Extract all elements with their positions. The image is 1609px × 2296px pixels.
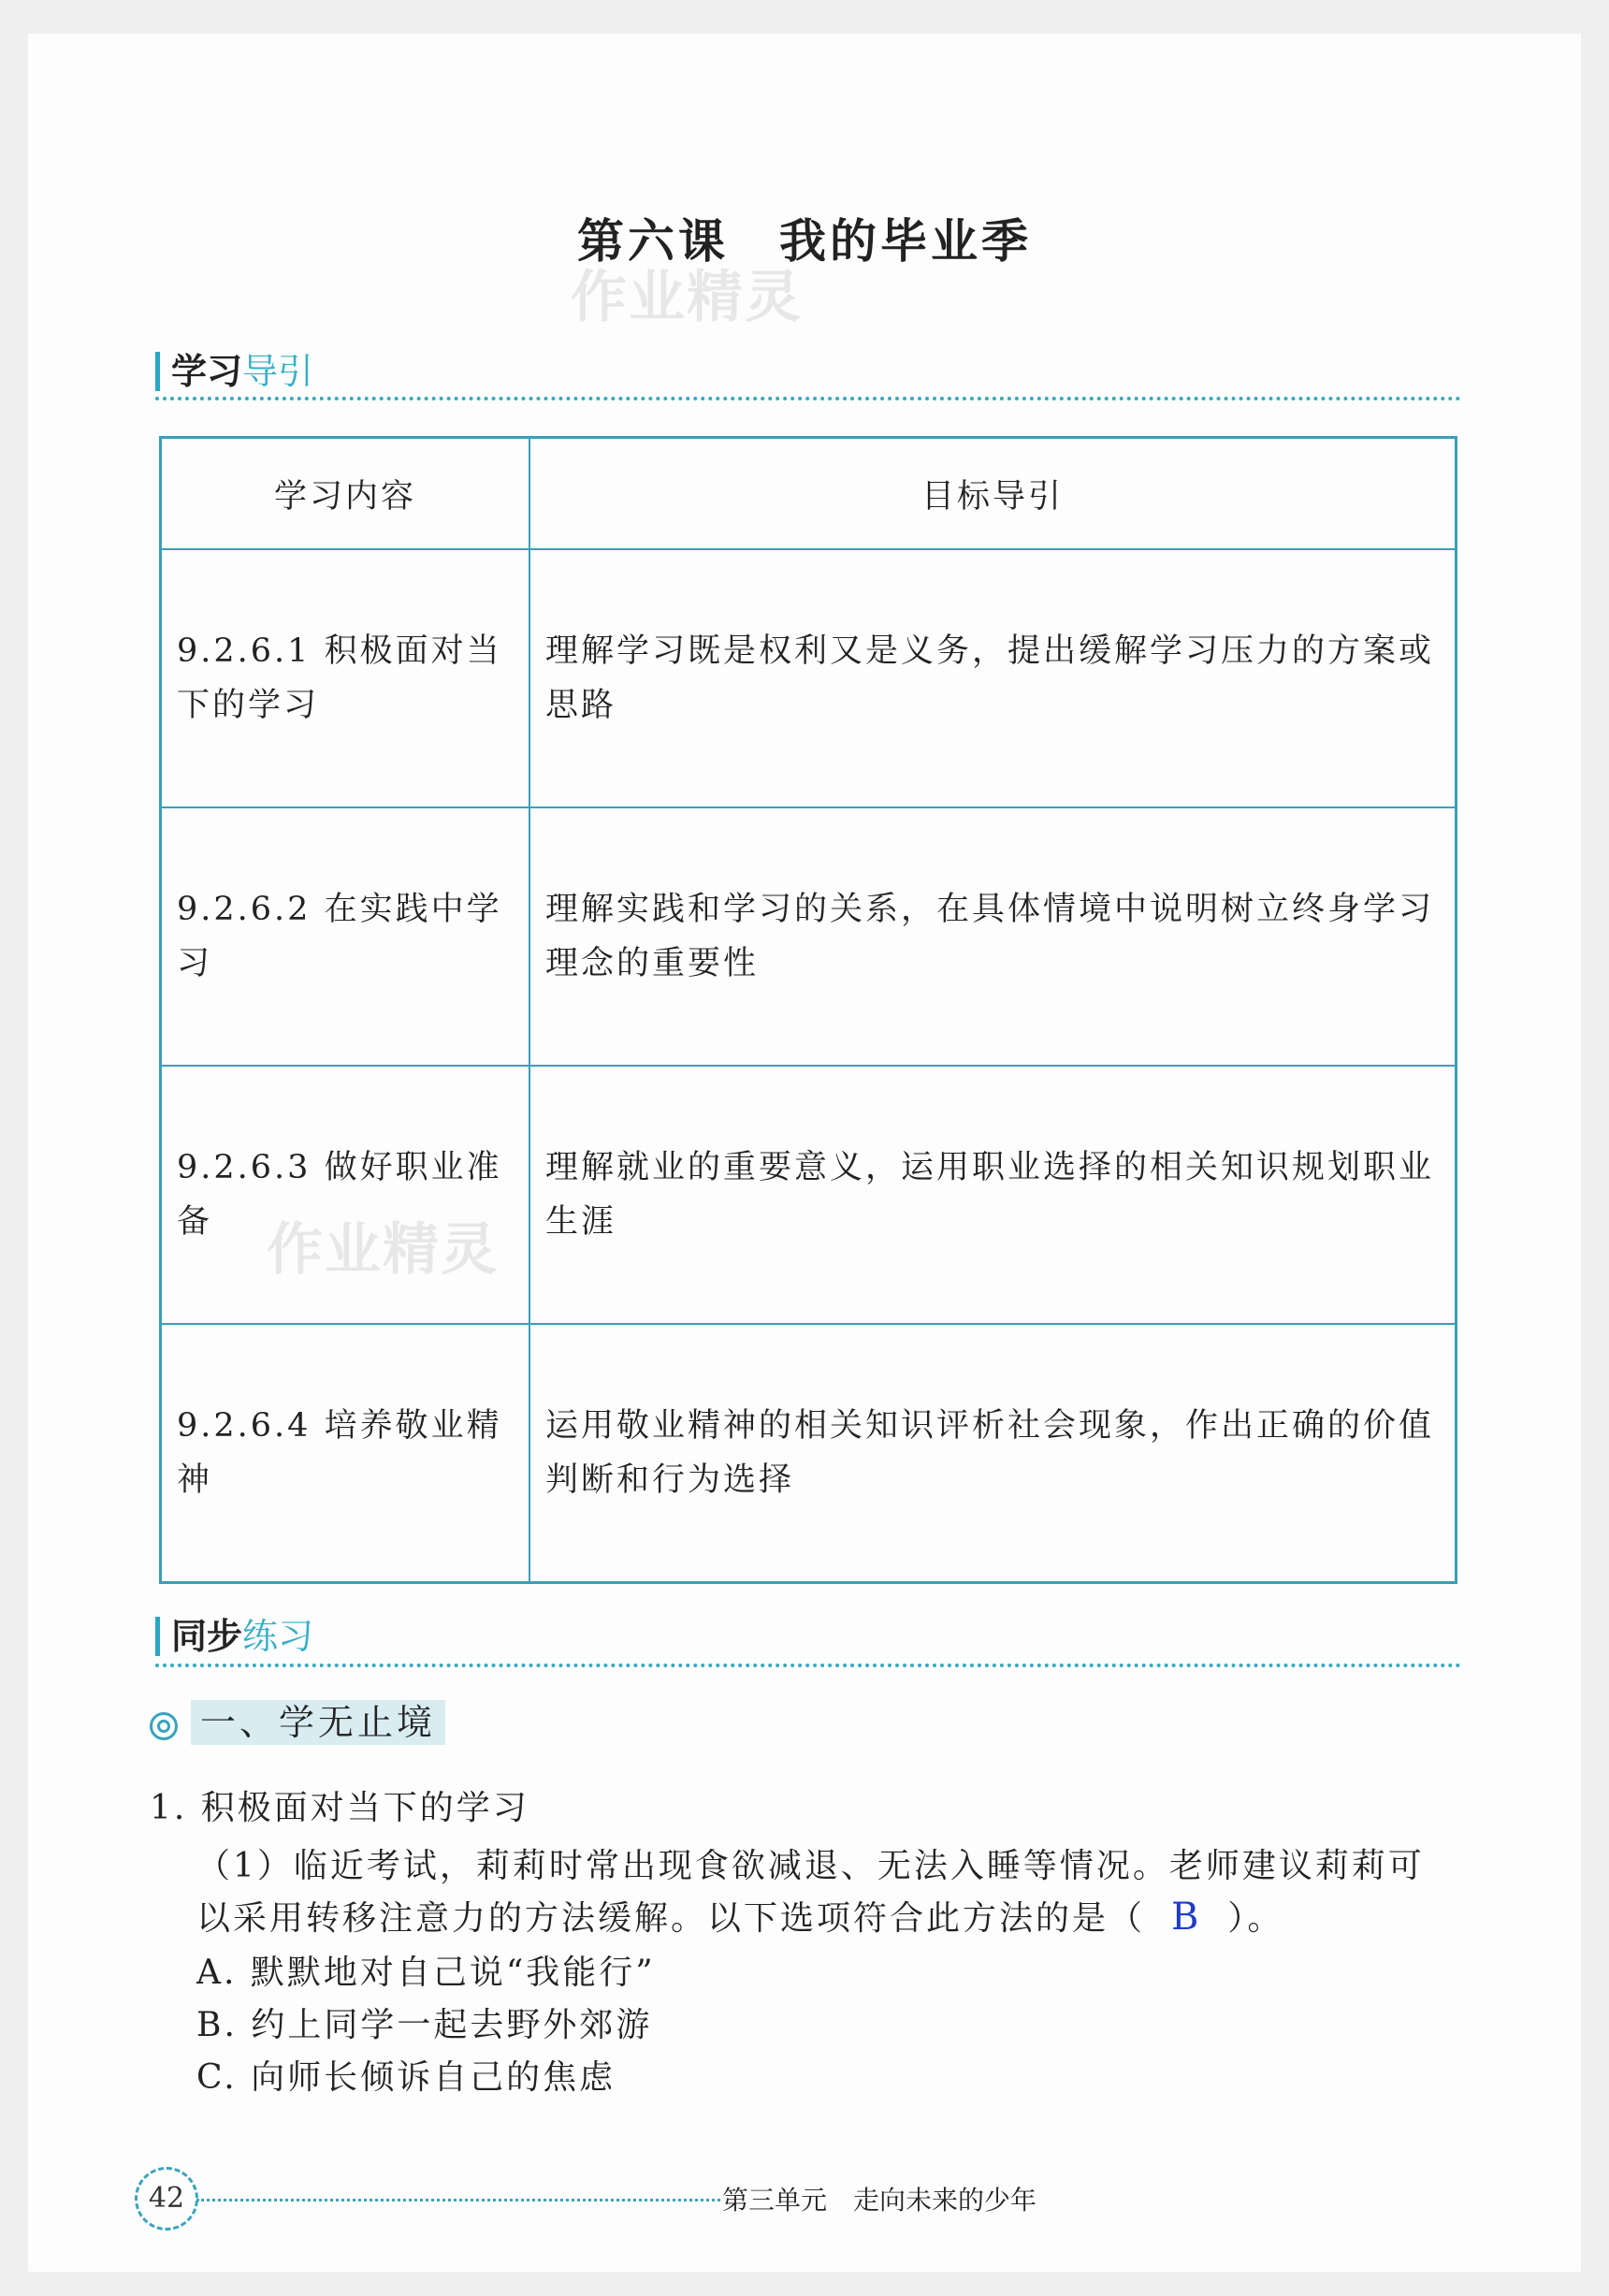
practice-label-accent: 练习 (242, 1616, 314, 1657)
guide-label-main: 学习 (171, 351, 243, 392)
page-number: 42 (135, 2167, 198, 2231)
option-c: C. 向师长倾诉自己的焦虑 (196, 2058, 616, 2097)
guide-section-heading (155, 352, 313, 391)
watermark-middle: 作业精灵 (267, 1217, 499, 1283)
row-content: 9.2.6.2 在实践中学习 (161, 807, 530, 1066)
row-content: 9.2.6.4 培养敬业精神 (161, 1324, 530, 1583)
row-content: 9.2.6.1 积极面对当下的学习 (161, 549, 530, 807)
stem-after-answer: ）。 (1227, 1899, 1284, 1938)
question-stem-line2 (196, 1892, 1283, 1940)
subsection-label: 一、学无止境 (191, 1700, 445, 1745)
question-stem-line1: （1）临近考试，莉莉时常出现食欲减退、无法入睡等情况。老师建议莉莉可 (196, 1847, 1425, 1885)
row-goal: 理解就业的重要意义，运用职业选择的相关知识规划职业生涯 (529, 1066, 1457, 1324)
practice-label-main: 同步 (171, 1616, 243, 1657)
subsection-heading (150, 1693, 445, 1745)
target-ring-icon (150, 1712, 178, 1740)
stem-before-answer: 以采用转移注意力的方法缓解。以下选项符合此方法的是（ (196, 1899, 1146, 1938)
header-goal: 目标导引 (529, 438, 1457, 550)
guide-divider (155, 397, 1461, 400)
lesson-title: 第六课 我的毕业季 (577, 214, 1032, 269)
table-header-row (161, 438, 1457, 550)
learning-guide-table (159, 436, 1457, 1584)
footer-divider (196, 2199, 720, 2202)
table-row (161, 1324, 1457, 1583)
handwritten-answer: B (1171, 1896, 1202, 1939)
footer-unit-title: 第三单元 走向未来的少年 (722, 2185, 1037, 2216)
option-b: B. 约上同学一起去野外郊游 (196, 2006, 653, 2044)
row-goal: 理解学习既是权利又是义务，提出缓解学习压力的方案或思路 (529, 549, 1457, 807)
table-row (161, 549, 1457, 807)
practice-section-heading (155, 1617, 313, 1656)
question-heading: 1. 积极面对当下的学习 (150, 1789, 529, 1827)
practice-divider (155, 1664, 1461, 1667)
header-content: 学习内容 (161, 438, 530, 550)
watermark-top: 作业精灵 (571, 265, 803, 330)
option-a: A. 默默地对自己说“我能行” (196, 1954, 656, 1992)
row-content: 9.2.6.3 做好职业准备 (161, 1066, 530, 1324)
guide-label-accent: 导引 (242, 351, 314, 392)
table-row (161, 807, 1457, 1066)
row-goal: 理解实践和学习的关系，在具体情境中说明树立终身学习理念的重要性 (529, 807, 1457, 1066)
row-goal: 运用敬业精神的相关知识评析社会现象，作出正确的价值判断和行为选择 (529, 1324, 1457, 1583)
